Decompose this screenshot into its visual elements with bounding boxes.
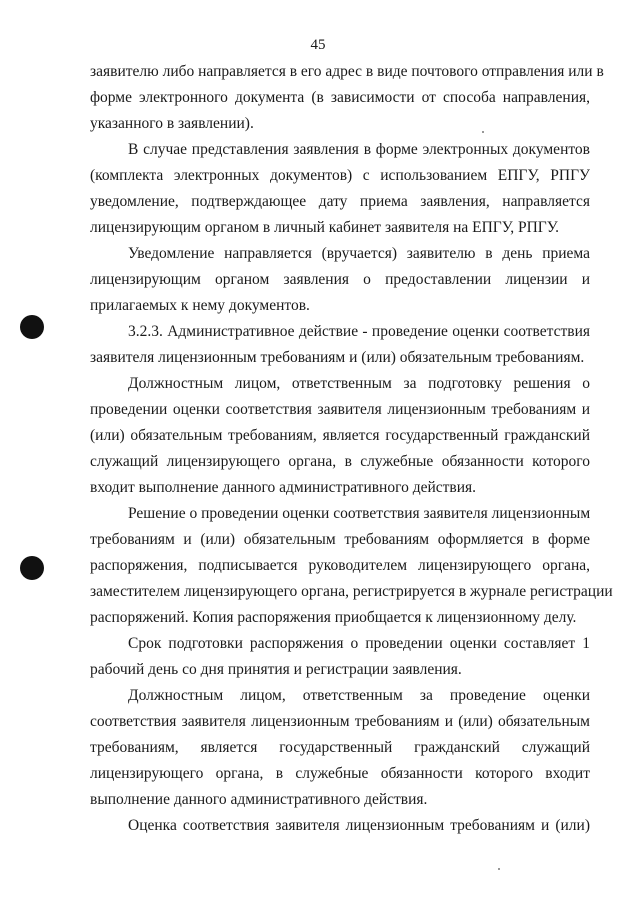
text-line: (или) обязательным требованиям, является государственный гражданский xyxy=(90,427,590,444)
text-line: служащий лицензирующего органа, в служебные обязанности которого xyxy=(90,453,590,470)
paragraph xyxy=(90,813,590,839)
text-line: входит выполнение данного административного действия. xyxy=(90,479,477,496)
text-line: Должностным лицом, ответственным за проведение оценки xyxy=(128,687,590,704)
text-line: требованиям, является государственный гражданский служащий xyxy=(90,739,590,756)
text-line: Уведомление направляется (вручается) заявителю в день приема xyxy=(128,245,590,262)
text-line: уведомление, подтверждающее дату приема заявления, направляется xyxy=(90,193,590,210)
text-line: форме электронного документа (в зависимости от способа направления, xyxy=(90,89,590,106)
text-line: (комплекта электронных документов) с использованием ЕПГУ, РПГУ xyxy=(90,167,590,184)
text-line: распоряжения, подписывается руководителем лицензирующего органа, xyxy=(90,557,590,574)
text-line: лицензирующего органа, в служебные обязанности которого входит xyxy=(90,765,590,782)
paragraph xyxy=(90,371,590,501)
text-line: соответствия заявителя лицензионным требованиям и (или) обязательным xyxy=(90,713,590,730)
page-number: 45 xyxy=(310,37,326,53)
paragraph xyxy=(90,241,590,319)
text-line: 3.2.3. Административное действие - проведение оценки соответствия xyxy=(128,323,590,340)
text-line: заместителем лицензирующего органа, регистрируется в журнале регистрации xyxy=(90,583,613,600)
text-line: Оценка соответствия заявителя лицензионным требованиям и (или) xyxy=(128,817,590,834)
paragraph xyxy=(90,683,590,813)
paragraph xyxy=(90,137,590,241)
text-line: заявителю либо направляется в его адрес в виде почтового отправления или в xyxy=(90,63,604,80)
text-line: Решение о проведении оценки соответствия заявителя лицензионным xyxy=(128,505,591,522)
text-line: Должностным лицом, ответственным за подготовку решения о xyxy=(128,375,590,392)
text-line: прилагаемых к нему документов. xyxy=(90,297,310,314)
text-line: распоряжений. Копия распоряжения приобщается к лицензионному делу. xyxy=(90,609,577,626)
text-line: лицензирующим органом в личный кабинет заявителя на ЕПГУ, РПГУ. xyxy=(90,219,560,236)
text-line: В случае представления заявления в форме электронных документов xyxy=(128,141,590,158)
text-line: лицензирующим органом заявления о предоставлении лицензии и xyxy=(90,271,590,288)
text-line: требованиям и (или) обязательным требованиям оформляется в форме xyxy=(90,531,590,548)
punch-hole xyxy=(20,315,44,339)
text-line: проведении оценки соответствия заявителя лицензионным требованиям и xyxy=(90,401,590,418)
document-body xyxy=(90,59,613,839)
paragraph xyxy=(90,59,604,137)
text-line: выполнение данного административного действия. xyxy=(90,791,428,808)
text-line: рабочий день со дня принятия и регистрации заявления. xyxy=(90,661,462,678)
text-line: Срок подготовки распоряжения о проведении оценки составляет 1 xyxy=(128,635,590,652)
text-line: заявителя лицензионным требованиям и (или) обязательным требованиям. xyxy=(90,349,585,366)
text-line: указанного в заявлении). xyxy=(90,115,254,132)
scan-speck xyxy=(498,868,500,870)
punch-hole xyxy=(20,556,44,580)
paragraph xyxy=(90,631,590,683)
paragraph xyxy=(90,319,590,371)
paragraph xyxy=(90,501,613,631)
